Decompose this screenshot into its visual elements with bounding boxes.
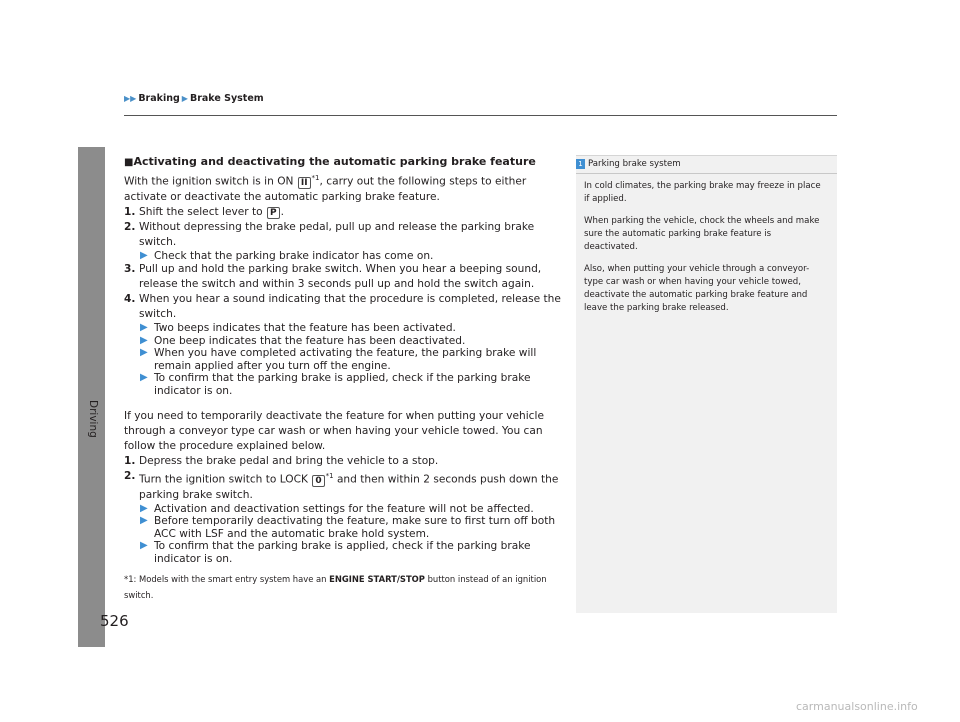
breadcrumb-level2[interactable]: Brake System bbox=[189, 93, 264, 104]
section-side-label: Driving bbox=[87, 400, 99, 438]
sub-item: ▶ To confirm that the parking brake is applied, check if the parking brake indicator is on. bbox=[140, 372, 531, 397]
note-divider bbox=[576, 173, 837, 174]
footnote-ref[interactable]: *1 bbox=[325, 472, 334, 481]
breadcrumb-arrow-icon: ▶▶ bbox=[124, 94, 137, 103]
sub-item: ▶ To confirm that the parking brake is applied, check if the parking brake indicator is on. bbox=[140, 540, 531, 565]
arrow-icon: ▶ bbox=[140, 372, 148, 384]
sub-item: ▶ One beep indicates that the feature has been deactivated. bbox=[140, 334, 466, 347]
arrow-icon: ▶ bbox=[140, 322, 148, 334]
step-item: 3. Pull up and hold the parking brake switch. When you hear a beeping sound, release the switch and within 3 seconds pull up and hold the switch again. bbox=[124, 263, 542, 291]
main-content bbox=[124, 154, 564, 603]
note-badge-icon: 1 bbox=[576, 159, 585, 169]
step-item: 1. Depress the brake pedal and bring the vehicle to a stop. bbox=[124, 455, 439, 468]
side-tab bbox=[78, 147, 105, 647]
step-item: 2. Turn the ignition switch to LOCK 0 $^{*1}$ and then within 2 seconds push down the parking brake switch. bbox=[124, 470, 559, 501]
note-title: 1 Parking brake system bbox=[576, 159, 681, 169]
key-on-icon: II bbox=[298, 177, 311, 189]
arrow-icon: ▶ bbox=[140, 540, 148, 552]
breadcrumb-arrow-icon: ▶ bbox=[181, 94, 188, 103]
side-note bbox=[576, 155, 837, 613]
page-number: 526 bbox=[100, 612, 129, 630]
arrow-icon: ▶ bbox=[140, 249, 148, 261]
section-heading: ■Activating and deactivating the automatic parking brake feature bbox=[124, 155, 536, 168]
intro-paragraph: With the ignition switch is in ON II $^{*1}$, carry out the following steps to either activate or deactivate the automatic parking brake feature. bbox=[124, 174, 527, 203]
step-item: 1. Shift the select lever to P . bbox=[124, 205, 285, 218]
key-lock-icon: 0 bbox=[312, 475, 324, 487]
arrow-icon: ▶ bbox=[140, 515, 148, 527]
arrow-icon: ▶ bbox=[140, 502, 148, 514]
footnote-ref[interactable]: *1 bbox=[311, 174, 320, 182]
footnote: *1: Models with the smart entry system have an ENGINE START/STOP button instead of an ignition switch. bbox=[124, 574, 547, 601]
sub-item: ▶ Check that the parking brake indicator has come on. bbox=[140, 249, 434, 262]
step-item: 2. Without depressing the brake pedal, pull up and release the parking brake switch. bbox=[124, 220, 535, 248]
arrow-icon: ▶ bbox=[140, 334, 148, 346]
header-divider bbox=[124, 115, 837, 116]
sub-item: ▶ Before temporarily deactivating the feature, make sure to first turn off both ACC with LSF and the automatic brake hold system. bbox=[140, 515, 556, 540]
watermark: carmanualsonline.info bbox=[796, 700, 918, 713]
breadcrumb-level1[interactable]: Braking bbox=[138, 93, 180, 104]
sub-item: ▶ When you have completed activating the feature, the parking brake will remain applied after you turn off the engine. bbox=[140, 347, 537, 372]
note-body: In cold climates, the parking brake may freeze in place if applied. When parking the vehicle, chock the wheels and make sure the automatic parking brake feature is deactivated. Also, when putting your vehicle through a conveyor-type car wash or when having your vehicle towed, deactivate the automatic parking brake feature and leave the parking brake released. bbox=[584, 181, 821, 313]
key-p-icon: P bbox=[267, 207, 280, 219]
sub-item: ▶ Activation and deactivation settings for the feature will not be affected. bbox=[140, 502, 534, 515]
step-item: 4. When you hear a sound indicating that the procedure is completed, release the switch. bbox=[124, 293, 561, 321]
arrow-icon: ▶ bbox=[140, 347, 148, 359]
paragraph: If you need to temporarily deactivate the feature for when putting your vehicle through a conveyor type car wash or when having your vehicle towed. You can follow the procedure explained below. bbox=[124, 410, 544, 453]
heading-square-icon: ■ bbox=[124, 157, 134, 168]
sub-item: ▶ Two beeps indicates that the feature has been activated. bbox=[140, 322, 456, 335]
breadcrumb bbox=[124, 93, 264, 104]
